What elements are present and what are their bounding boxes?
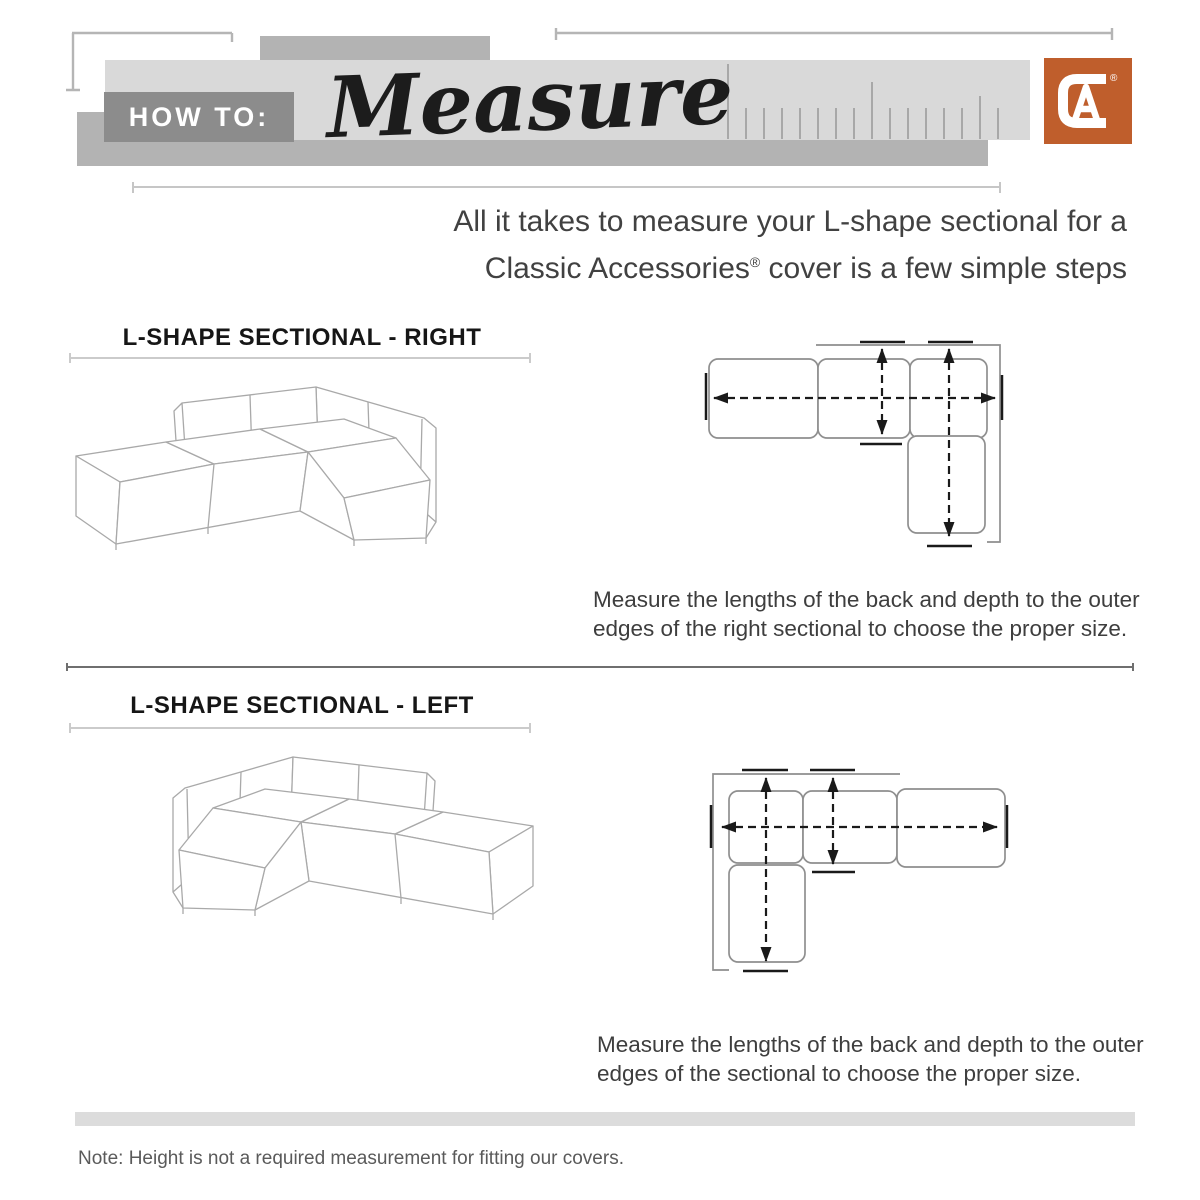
kicker-box	[104, 92, 294, 142]
footer-bar-decoration	[75, 1112, 1135, 1126]
section-heading-right: L-SHAPE SECTIONAL - RIGHT	[122, 324, 482, 351]
brand-name: Classic Accessories	[484, 252, 750, 285]
section-heading-left: L-SHAPE SECTIONAL - LEFT	[130, 692, 474, 719]
caption-left-line1: Measure the lengths of the back and depth to the outer	[597, 1032, 1144, 1057]
caption-right	[593, 585, 1140, 643]
heading-underline-icon	[68, 722, 532, 734]
intro-line-2	[367, 242, 1127, 289]
measurement-diagram-left	[695, 758, 1125, 990]
kicker-label: HOW TO:	[128, 101, 270, 132]
ruler-ticks-icon	[728, 64, 998, 139]
footer-note: Note: Height is not a required measurement for fitting our covers.	[78, 1148, 624, 1169]
registered-mark: ®	[749, 254, 761, 270]
caption-right-line1: Measure the lengths of the back and depth to the outer	[593, 587, 1140, 612]
measurement-diagram-right	[695, 338, 1125, 570]
section-divider-line	[65, 661, 1135, 673]
intro-text	[367, 202, 1127, 289]
intro-line-1: All it takes to measure your L-shape sectional for a	[453, 205, 1127, 238]
page-title: Measure	[324, 43, 735, 158]
intro-line-2-rest: cover is a few simple steps	[760, 252, 1127, 285]
sofa-left-illustration	[62, 742, 547, 962]
caption-left	[597, 1030, 1144, 1088]
header-measure-line-icon	[133, 182, 1000, 193]
heading-underline-icon	[68, 352, 532, 364]
caption-right-line2: edges of the right sectional to choose the proper size.	[593, 616, 1128, 641]
classic-accessories-logo-icon	[1044, 58, 1132, 144]
sofa-right-illustration	[62, 372, 547, 592]
registered-mark: ®	[1110, 73, 1118, 84]
caption-left-line2: edges of the sectional to choose the proper size.	[597, 1061, 1082, 1086]
